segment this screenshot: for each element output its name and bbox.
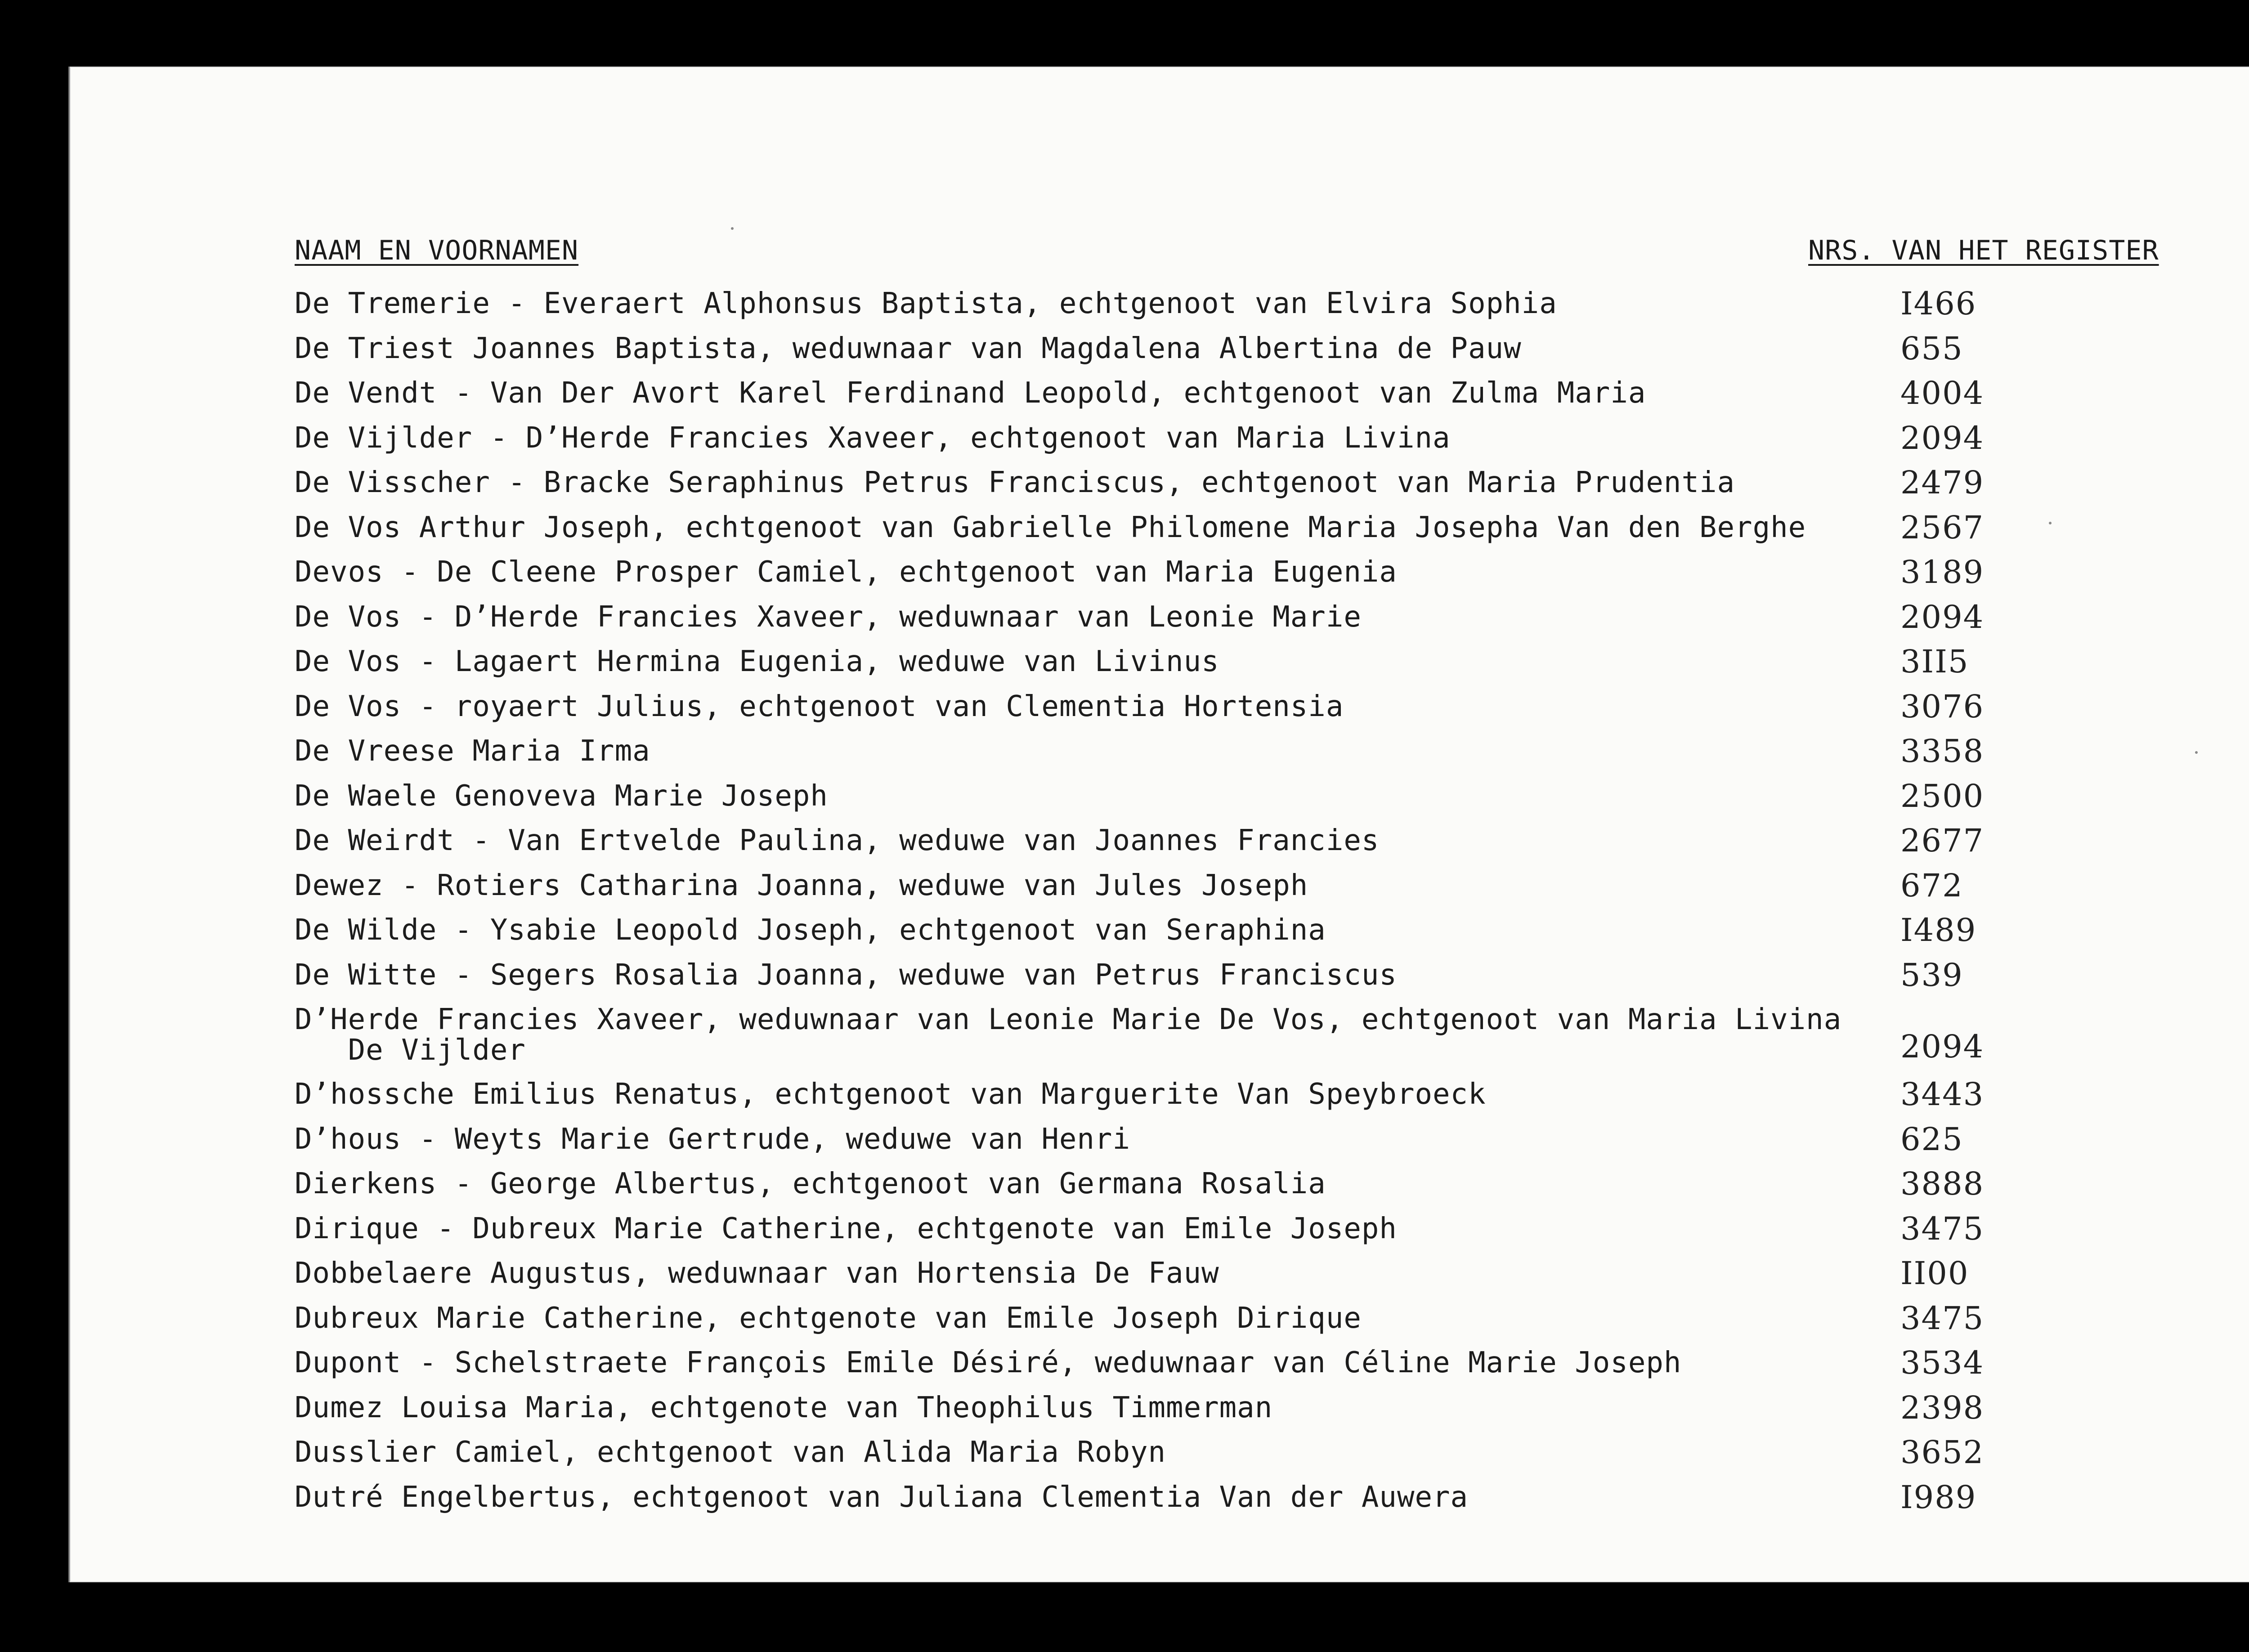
entry-name: De Vos - D’Herde Francies Xaveer, weduwnaar van Leonie Marie: [295, 600, 1362, 634]
entry-register-number: 2677: [1900, 822, 1985, 859]
entry-register-number: 2398: [1900, 1389, 1985, 1426]
entry-name: De Vijlder - D’Herde Francies Xaveer, echtgenoot van Maria Livina: [295, 421, 1451, 455]
entry-name: De Waele Genoveva Marie Joseph: [295, 779, 828, 813]
register-entry: [295, 1475, 2249, 1520]
entry-name: De Tremerie - Everaert Alphonsus Baptista, echtgenoot van Elvira Sophia: [295, 287, 1557, 320]
entry-register-number: 3189: [1900, 554, 1985, 591]
entry-register-number: 4004: [1900, 375, 1985, 412]
entry-register-number: I466: [1900, 285, 1977, 322]
entry-name: De Wilde - Ysabie Leopold Joseph, echtgenoot van Seraphina: [295, 913, 1326, 947]
entry-name: De Vos Arthur Joseph, echtgenoot van Gabrielle Philomene Maria Josepha Van den Berghe: [295, 510, 1806, 544]
entry-register-number: 3076: [1900, 688, 1985, 725]
entry-name: De Vos - Lagaert Hermina Eugenia, weduwe van Livinus: [295, 645, 1219, 678]
register-entry: [295, 908, 2249, 953]
entry-register-number: 2479: [1900, 464, 1985, 501]
entry-register-number: 3443: [1900, 1076, 1985, 1113]
entry-name: Dobbelaere Augustus, weduwnaar van Hortensia De Fauw: [295, 1257, 1219, 1290]
register-entry: [295, 639, 2249, 684]
entry-register-number: 3358: [1900, 733, 1985, 770]
entry-name: De Vos - royaert Julius, echtgenoot van Clementia Hortensia: [295, 689, 1344, 723]
register-entry: [295, 371, 2249, 416]
entry-register-number: 3888: [1900, 1165, 1985, 1202]
entry-name: Dumez Louisa Maria, echtgenote van Theophilus Timmerman: [295, 1391, 1273, 1424]
register-entry: [295, 1117, 2249, 1162]
entry-register-number: I989: [1900, 1478, 1977, 1516]
entry-register-number: 3475: [1900, 1299, 1985, 1337]
register-entry: [295, 416, 2249, 461]
register-entry: [295, 1251, 2249, 1296]
register-entry: [295, 863, 2249, 908]
register-entry: [295, 729, 2249, 774]
entry-register-number: 625: [1900, 1120, 1963, 1158]
paper-speck: [2195, 751, 2198, 754]
number-column-header: NRS. VAN HET REGISTER: [1808, 235, 2159, 266]
register-entry: [295, 818, 2249, 863]
entry-register-number: 672: [1900, 867, 1963, 904]
entry-name: De Weirdt - Van Ertvelde Paulina, weduwe van Joannes Francies: [295, 824, 1380, 857]
register-entry: [295, 1430, 2249, 1475]
entry-register-number: 2500: [1900, 777, 1985, 815]
entry-name: De Vendt - Van Der Avort Karel Ferdinand Leopold, echtgenoot van Zulma Maria: [295, 376, 1646, 410]
register-entry: [295, 281, 2249, 326]
entry-name: Dewez - Rotiers Catharina Joanna, weduwe van Jules Joseph: [295, 869, 1308, 902]
entry-name: De Witte - Segers Rosalia Joanna, weduwe van Petrus Franciscus: [295, 958, 1397, 992]
entry-name: De Vreese Maria Irma: [295, 734, 650, 768]
entry-name: Dirique - Dubreux Marie Catherine, echtgenote van Emile Joseph: [295, 1212, 1397, 1245]
entry-name: Dierkens - George Albertus, echtgenoot van Germana Rosalia: [295, 1167, 1326, 1200]
entry-register-number: 2094: [1900, 598, 1985, 636]
entry-register-number: 2094: [1900, 1028, 1985, 1065]
entry-register-number: 2567: [1900, 509, 1985, 546]
register-entry: [295, 550, 2249, 595]
register-entry: [295, 1296, 2249, 1341]
register-entry: [295, 1161, 2249, 1206]
paper-speck: [2049, 522, 2052, 524]
entry-register-number: II00: [1900, 1255, 1969, 1292]
register-entry: [295, 953, 2249, 998]
register-entry: [295, 997, 2249, 1072]
entry-name: D’Herde Francies Xaveer, weduwnaar van Leonie Marie De Vos, echtgenoot van Maria Livina De Vijlder: [295, 1003, 1842, 1067]
register-entry: [295, 460, 2249, 505]
register-entry: [295, 1206, 2249, 1251]
register-entry: [295, 1340, 2249, 1385]
entry-name: Dutré Engelbertus, echtgenoot van Juliana Clementia Van der Auwera: [295, 1480, 1469, 1514]
register-entry: [295, 595, 2249, 640]
entry-register-number: 3II5: [1900, 643, 1969, 680]
entry-name: De Triest Joannes Baptista, weduwnaar van Magdalena Albertina de Pauw: [295, 331, 1522, 365]
entry-register-number: 2094: [1900, 419, 1985, 457]
register-entry: [295, 1072, 2249, 1117]
entry-name: Dupont - Schelstraete François Emile Désiré, weduwnaar van Céline Marie Joseph: [295, 1346, 1682, 1379]
entry-name: De Visscher - Bracke Seraphinus Petrus Franciscus, echtgenoot van Maria Prudentia: [295, 466, 1735, 499]
entry-register-number: 539: [1900, 956, 1963, 994]
entry-name: D’hossche Emilius Renatus, echtgenoot van Marguerite Van Speybroeck: [295, 1078, 1486, 1111]
entry-register-number: 3534: [1900, 1344, 1985, 1381]
entry-register-number: 3475: [1900, 1210, 1985, 1247]
name-column-header: NAAM EN VOORNAMEN: [295, 235, 579, 266]
register-entry: [295, 505, 2249, 550]
paper-speck: [731, 227, 734, 230]
entry-register-number: 655: [1900, 330, 1963, 367]
register-entry: [295, 684, 2249, 729]
register-entry: [295, 1385, 2249, 1430]
entry-name: Devos - De Cleene Prosper Camiel, echtgenoot van Maria Eugenia: [295, 555, 1397, 589]
entry-name: Dusslier Camiel, echtgenoot van Alida Maria Robyn: [295, 1436, 1166, 1469]
entry-register-number: I489: [1900, 912, 1977, 949]
register-entry-list: [295, 281, 2249, 1519]
entry-name: D’hous - Weyts Marie Gertrude, weduwe van Henri: [295, 1122, 1130, 1156]
register-entry: [295, 774, 2249, 819]
entry-name: Dubreux Marie Catherine, echtgenote van Emile Joseph Dirique: [295, 1301, 1362, 1335]
register-entry: [295, 326, 2249, 371]
entry-register-number: 3652: [1900, 1434, 1985, 1471]
